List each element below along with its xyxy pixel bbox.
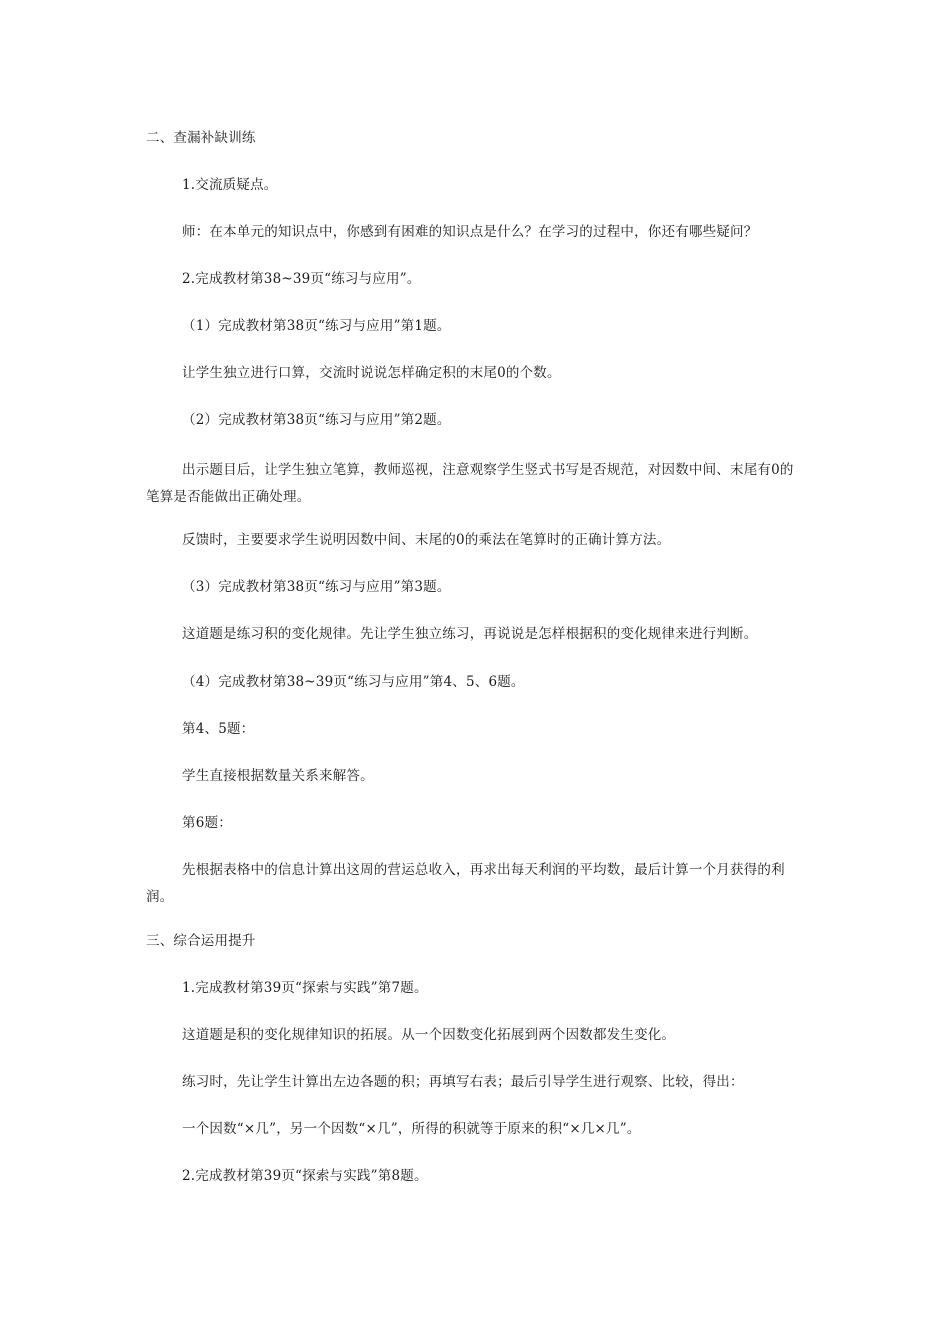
paragraph: 反馈时，主要要求学生说明因数中间、末尾的0的乘法在笔算时的正确计算方法。 — [182, 532, 671, 548]
paragraph: 这道题是积的变化规律知识的拓展。从一个因数变化拓展到两个因数都发生变化。 — [182, 1027, 676, 1043]
paragraph: 这道题是练习积的变化规律。先让学生独立练习，再说说是怎样根据积的变化规律来进行判断。 — [182, 626, 758, 642]
paragraph: 让学生独立进行口算，交流时说说怎样确定积的末尾0的个数。 — [182, 365, 561, 381]
paragraph: 2.完成教材第39页“探索与实践”第8题。 — [182, 1168, 428, 1184]
paragraph: 一个因数“×几”，另一个因数“×几”，所得的积就等于原来的积“×几×几”。 — [182, 1121, 641, 1137]
paragraph: （4）完成教材第38~39页“练习与应用”第4、5、6题。 — [182, 674, 525, 690]
paragraph: （1）完成教材第38页“练习与应用”第1题。 — [182, 318, 451, 334]
paragraph: 学生直接根据数量关系来解答。 — [182, 768, 374, 784]
paragraph: 2.完成教材第38~39页“练习与应用”。 — [182, 271, 421, 287]
paragraph: 1.完成教材第39页“探索与实践”第7题。 — [182, 980, 428, 996]
section-heading-3: 三、综合运用提升 — [146, 933, 256, 949]
paragraph: 练习时，先让学生计算出左边各题的积；再填写右表；最后引导学生进行观察、比较，得出： — [182, 1074, 744, 1090]
paragraph: 先根据表格中的信息计算出这周的营运总收入，再求出每天利润的平均数，最后计算一个月获得的利润。 — [146, 862, 785, 905]
paragraph: 1.交流质疑点。 — [182, 177, 278, 193]
paragraph: 第6题： — [182, 815, 232, 831]
paragraph: （2）完成教材第38页“练习与应用”第2题。 — [182, 412, 451, 428]
paragraph: （3）完成教材第38页“练习与应用”第3题。 — [182, 579, 451, 595]
section-heading-2: 二、查漏补缺训练 — [146, 130, 256, 146]
paragraph: 师：在本单元的知识点中，你感到有困难的知识点是什么？在学习的过程中，你还有哪些疑问？ — [182, 224, 758, 240]
paragraph: 出示题目后，让学生独立笔算，教师巡视，注意观察学生竖式书写是否规范，对因数中间、末尾有0的笔算是否能做出正确处理。 — [146, 462, 794, 505]
paragraph: 第4、5题： — [182, 721, 255, 737]
